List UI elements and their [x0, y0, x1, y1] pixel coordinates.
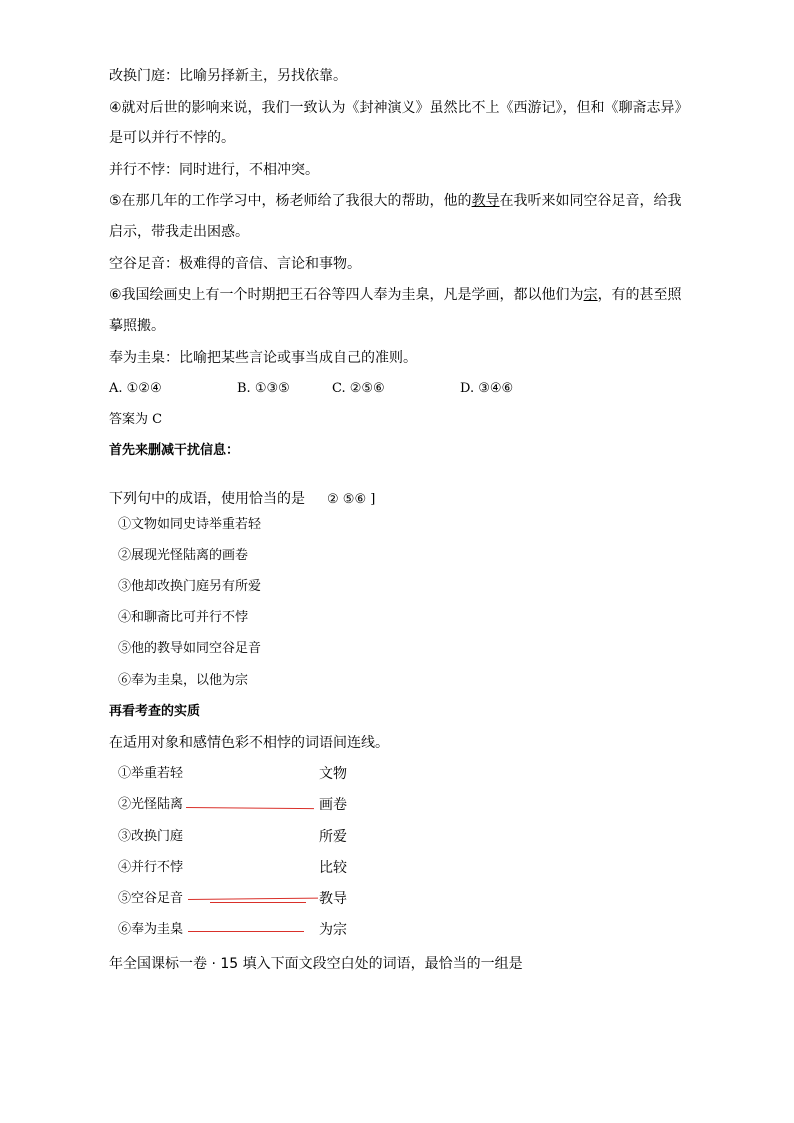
match-left-item: ④并行不悖: [118, 860, 184, 875]
answer-options: [109, 379, 513, 399]
question-answer: ② ⑤⑥ ]: [327, 492, 376, 507]
sentence-6: ⑥我国绘画史上有一个时期把王石谷等四人奉为圭臬，凡是学画，都以他们为宗，有的甚至照: [109, 287, 682, 303]
list-item: ②展现光怪陆离的画卷: [118, 548, 249, 563]
sentence-6-cont: 摹照搬。: [109, 318, 165, 334]
list-item: ⑤他的教导如同空谷足音: [118, 641, 262, 656]
connector-line: [210, 902, 306, 903]
section-heading: 首先来删减干扰信息：: [109, 443, 240, 458]
definition-line: 改换门庭：比喻另择新主，另找依靠。: [109, 68, 347, 84]
underlined-word: 教导: [471, 193, 500, 209]
match-left-item: ②光怪陆离: [118, 797, 184, 812]
list-item: ①文物如同史诗举重若轻: [118, 517, 262, 532]
option-c: C. ②⑤⑥: [332, 381, 385, 396]
match-right-item: 比较: [319, 860, 347, 876]
option-d: D. ③④⑥: [460, 381, 514, 396]
instruction-line: 在适用对象和感情色彩不相悖的词语间连线。: [109, 735, 389, 751]
list-item: ④和聊斋比可并行不悖: [118, 610, 249, 625]
option-b: B. ①③⑤: [237, 381, 290, 396]
connector-line: [188, 898, 318, 900]
definition-line: 并行不悖：同时进行，不相冲突。: [109, 162, 319, 178]
match-right-item: 所爱: [319, 829, 347, 845]
match-right-item: 画卷: [319, 797, 347, 813]
list-item: ⑥奉为圭臬，以他为宗: [118, 673, 249, 688]
list-item: ③他却改换门庭另有所爱: [118, 579, 262, 594]
question-line: 下列句中的成语，使用恰当的是 ② ⑤⑥ ]: [109, 491, 376, 507]
match-left-item: ⑥奉为圭臬: [118, 922, 184, 937]
match-left-item: ①举重若轻: [118, 766, 184, 781]
answer-line: 答案为 C: [109, 412, 163, 427]
definition-line: 空谷足音：极难得的音信、言论和事物。: [109, 256, 361, 272]
match-left-item: ⑤空谷足音: [118, 891, 184, 906]
match-left-item: ③改换门庭: [118, 829, 184, 844]
definition-line: 奉为圭臬：比喻把某些言论或事当成自己的准则。: [109, 350, 417, 366]
underlined-word: 宗: [583, 287, 598, 303]
option-a: A. ①②④: [109, 381, 162, 396]
connector-line: [186, 807, 314, 809]
sentence-5-cont: 启示，带我走出困惑。: [109, 224, 249, 240]
sentence-4-cont: 是可以并行不悖的。: [109, 130, 235, 146]
section-heading: 再看考查的实质: [109, 704, 201, 719]
sentence-5: ⑤在那几年的工作学习中，杨老师给了我很大的帮助，他的教导在我听来如同空谷足音，给我: [109, 193, 682, 209]
match-right-item: 教导: [319, 891, 347, 907]
match-right-item: 文物: [319, 766, 347, 782]
footer-line: 年全国课标一卷 · 15 填入下面文段空白处的词语，最恰当的一组是: [109, 956, 523, 972]
sentence-4: ④就对后世的影响来说，我们一致认为《封神演义》虽然比不上《西游记》，但和《聊斋志异》: [109, 100, 689, 116]
match-right-item: 为宗: [319, 922, 347, 938]
connector-line: [188, 931, 304, 932]
